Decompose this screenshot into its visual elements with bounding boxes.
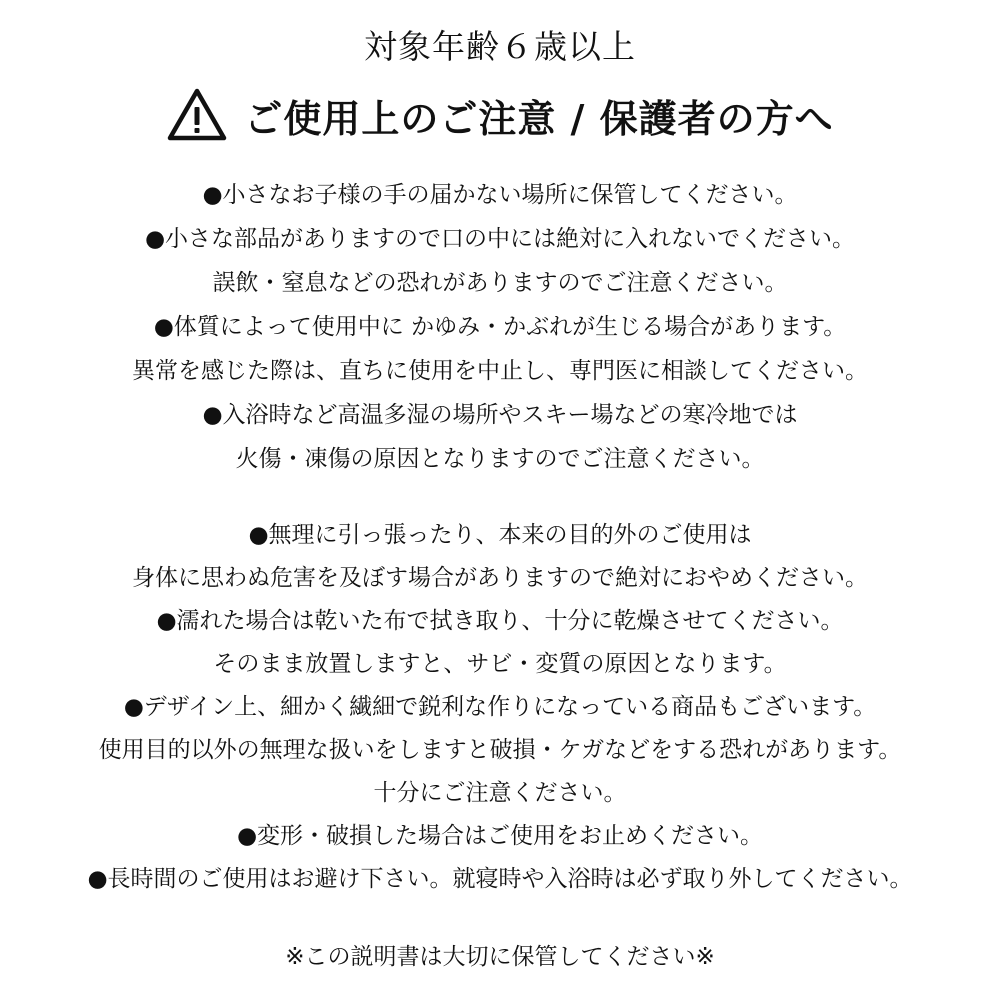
notice-line: そのまま放置しますと、サビ・変質の原因となります。 xyxy=(213,651,787,677)
notice-line: ●小さな部品がありますので口の中には絶対に入れないでください。 xyxy=(144,226,856,252)
notice-line: 誤飲・窒息などの恐れがありますのでご注意ください。 xyxy=(212,270,788,296)
notice-line: ●無理に引っ張ったり、本来の目的外のご使用は xyxy=(248,522,752,548)
notice-line: 十分にご注意ください。 xyxy=(373,780,627,806)
notice-line: 火傷・凍傷の原因となりますのでご注意ください。 xyxy=(235,446,765,472)
notice-line: 使用目的以外の無理な扱いをしますと破損・ケガなどをする恐れがあります。 xyxy=(98,737,902,763)
heading-row xyxy=(0,80,1000,150)
notice-line: ●濡れた場合は乾いた布で拭き取り、十分に乾燥させてください。 xyxy=(156,608,844,634)
notice-line: ●変形・破損した場合はご使用をお止めください。 xyxy=(236,823,764,849)
notice-line: ●体質によって使用中に かゆみ・かぶれが生じる場合があります。 xyxy=(153,314,847,340)
notice-line: ●デザイン上、細かく繊細で鋭利な作りになっている商品もございます。 xyxy=(123,694,877,720)
notice-line: 身体に思わぬ危害を及ぼす場合がありますので絶対におやめください。 xyxy=(132,565,868,591)
age-requirement: 対象年齢６歳以上 xyxy=(364,27,636,66)
notice-line: ●小さなお子様の手の届かない場所に保管してください。 xyxy=(202,182,798,208)
warning-triangle-icon xyxy=(166,87,228,143)
page-heading: ご使用上のご注意 / 保護者の方へ xyxy=(244,96,834,141)
notice-line: ●入浴時など高温多湿の場所やスキー場などの寒冷地では xyxy=(202,402,798,428)
notice-line: ●長時間のご使用はお避け下さい。就寝時や入浴時は必ず取り外してください。 xyxy=(87,866,913,892)
notice-line: 異常を感じた際は、直ちに使用を中止し、専門医に相談してください。 xyxy=(132,358,868,384)
footer-note: ※この説明書は大切に保管してください※ xyxy=(285,944,715,970)
